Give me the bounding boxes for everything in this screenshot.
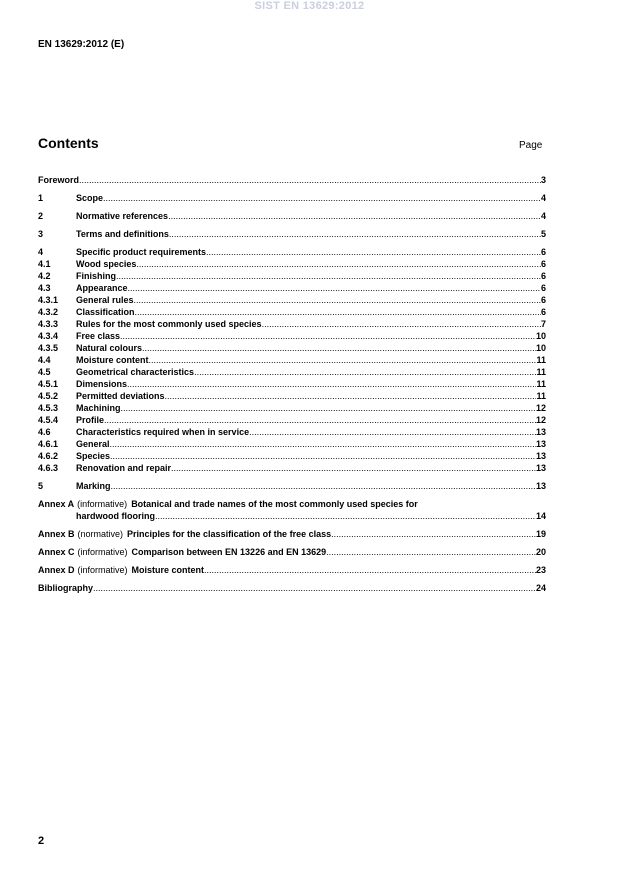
toc-title: Appearance — [76, 283, 128, 293]
toc-page: 12 — [535, 403, 546, 413]
dot-leader — [136, 258, 541, 270]
toc-title-continued: hardwood flooring — [76, 511, 155, 521]
toc-title: Marking — [76, 481, 111, 491]
toc-entry-4-2[interactable] — [38, 270, 546, 282]
dot-leader — [79, 174, 541, 186]
toc-page: 13 — [535, 451, 546, 461]
toc-entry-4-5[interactable] — [38, 366, 546, 378]
dot-leader — [204, 564, 536, 576]
annex-label: Annex B — [38, 529, 75, 539]
toc-entry-4-6-1[interactable] — [38, 438, 546, 450]
contents-heading: Contents — [38, 135, 99, 151]
toc-title: Permitted deviations — [76, 391, 165, 401]
toc-page: 6 — [540, 271, 546, 281]
toc-entry-3[interactable] — [38, 228, 546, 240]
dot-leader — [128, 282, 541, 294]
dot-leader — [120, 330, 536, 342]
toc-entry-annex-b[interactable] — [38, 528, 546, 540]
toc-title: Renovation and repair — [76, 463, 172, 473]
toc-page: 20 — [535, 547, 546, 557]
toc-number: 3 — [38, 229, 44, 239]
toc-entry-annex-a-continued[interactable] — [38, 510, 546, 522]
dot-leader — [149, 354, 537, 366]
toc-entry-bibliography[interactable] — [38, 582, 546, 594]
toc-title: Scope — [76, 193, 104, 203]
toc-title: General — [76, 439, 110, 449]
toc-number: 4.2 — [38, 271, 51, 281]
toc-number: 2 — [38, 211, 44, 221]
toc-page: 13 — [535, 427, 546, 437]
annex-type: (informative) — [77, 499, 128, 509]
toc-title: Natural colours — [76, 343, 143, 353]
dot-leader — [168, 210, 541, 222]
dot-leader — [104, 414, 536, 426]
toc-page: 7 — [540, 319, 546, 329]
dot-leader — [326, 546, 536, 558]
dot-leader — [206, 246, 541, 258]
toc-entry-annex-d[interactable] — [38, 564, 546, 576]
dot-leader — [155, 510, 536, 522]
toc-title: Geometrical characteristics — [76, 367, 195, 377]
toc-title: Machining — [76, 403, 121, 413]
toc-title: Botanical and trade names of the most commonly used species for — [131, 499, 418, 509]
toc-number: 4.6.2 — [38, 451, 59, 461]
toc-page: 6 — [540, 295, 546, 305]
toc-entry-4[interactable] — [38, 246, 546, 258]
toc-entry-4-5-1[interactable] — [38, 378, 546, 390]
toc-page: 13 — [535, 481, 546, 491]
toc-entry-2[interactable] — [38, 210, 546, 222]
toc-title: Classification — [76, 307, 135, 317]
dot-leader — [134, 294, 541, 306]
annex-label: Annex C — [38, 547, 75, 557]
toc-number: 4.5.3 — [38, 403, 59, 413]
toc-page: 14 — [535, 511, 546, 521]
toc-page: 10 — [535, 343, 546, 353]
toc-number: 5 — [38, 481, 44, 491]
toc-number: 4.5.4 — [38, 415, 59, 425]
toc-number: 4.1 — [38, 259, 51, 269]
toc-title: Bibliography — [38, 583, 94, 593]
toc-entry-4-1[interactable] — [38, 258, 546, 270]
toc-entry-4-3-1[interactable] — [38, 294, 546, 306]
toc-page: 3 — [540, 175, 546, 185]
toc-entry-5[interactable] — [38, 480, 546, 492]
toc-number: 4.6 — [38, 427, 51, 437]
dot-leader — [169, 228, 541, 240]
toc-entry-4-3-4[interactable] — [38, 330, 546, 342]
toc-title: Principles for the classification of the free class — [127, 529, 332, 539]
toc-number: 4.5 — [38, 367, 51, 377]
dot-leader — [111, 480, 536, 492]
annex-type: (informative) — [77, 565, 128, 575]
watermark: SIST EN 13629:2012 — [254, 0, 365, 12]
toc-number: 4.6.1 — [38, 439, 59, 449]
toc-page: 24 — [535, 583, 546, 593]
toc-number: 4.3.3 — [38, 319, 59, 329]
toc-entry-annex-a[interactable] — [38, 498, 546, 510]
dot-leader — [194, 366, 536, 378]
dot-leader — [135, 306, 541, 318]
toc-title: Terms and definitions — [76, 229, 169, 239]
toc-title: Normative references — [76, 211, 169, 221]
toc-page: 12 — [535, 415, 546, 425]
toc-entry-4-3-5[interactable] — [38, 342, 546, 354]
toc-page: 11 — [536, 379, 546, 389]
dot-leader — [127, 378, 536, 390]
dot-leader — [249, 426, 536, 438]
toc-number: 4.5.2 — [38, 391, 59, 401]
toc-page: 19 — [535, 529, 546, 539]
toc-number: 4 — [38, 247, 44, 257]
dot-leader — [262, 318, 541, 330]
dot-leader — [165, 390, 537, 402]
toc-number: 4.3 — [38, 283, 51, 293]
toc-page: 13 — [535, 463, 546, 473]
toc-title: Characteristics required when in service — [76, 427, 250, 437]
dot-leader — [331, 528, 536, 540]
dot-leader — [103, 192, 541, 204]
annex-type: (normative) — [77, 529, 124, 539]
toc-title: Free class — [76, 331, 121, 341]
toc-page: 6 — [540, 259, 546, 269]
toc-page: 11 — [536, 391, 546, 401]
dot-leader — [116, 270, 541, 282]
toc-entry-4-6-3[interactable] — [38, 462, 546, 474]
dot-leader — [121, 402, 536, 414]
toc-page: 6 — [540, 247, 546, 257]
toc-number: 4.3.4 — [38, 331, 59, 341]
toc-number: 4.6.3 — [38, 463, 59, 473]
toc-entry-annex-c[interactable] — [38, 546, 546, 558]
annex-label: Annex A — [38, 499, 75, 509]
toc-title: Finishing — [76, 271, 116, 281]
toc-entry-1[interactable] — [38, 192, 546, 204]
toc-page: 11 — [536, 367, 546, 377]
toc-title: Species — [76, 451, 111, 461]
toc-entry-4-5-3[interactable] — [38, 402, 546, 414]
toc-entry-4-5-4[interactable] — [38, 414, 546, 426]
toc-page: 4 — [540, 211, 546, 221]
toc-entry-foreword[interactable] — [38, 174, 546, 186]
page-column-label: Page — [519, 140, 543, 151]
toc-title: Profile — [76, 415, 105, 425]
toc-entry-4-3-3[interactable] — [38, 318, 546, 330]
toc-number: 1 — [38, 193, 44, 203]
toc-page: 23 — [535, 565, 546, 575]
toc-entry-4-6-2[interactable] — [38, 450, 546, 462]
dot-leader — [171, 462, 536, 474]
toc-entry-4-6[interactable] — [38, 426, 546, 438]
table-of-contents — [38, 174, 546, 594]
annex-type: (informative) — [77, 547, 128, 557]
toc-entry-4-3[interactable] — [38, 282, 546, 294]
page-number: 2 — [38, 835, 45, 847]
toc-title: General rules — [76, 295, 134, 305]
toc-title: Rules for the most commonly used species — [76, 319, 262, 329]
toc-page: 6 — [540, 307, 546, 317]
toc-title: Specific product requirements — [76, 247, 207, 257]
toc-title: Wood species — [76, 259, 137, 269]
toc-number: 4.3.5 — [38, 343, 59, 353]
dot-leader — [110, 438, 536, 450]
toc-page: 11 — [536, 355, 546, 365]
dot-leader — [110, 450, 536, 462]
toc-entry-4-4[interactable] — [38, 354, 546, 366]
toc-number: 4.4 — [38, 355, 51, 365]
toc-number: 4.3.1 — [38, 295, 59, 305]
toc-number: 4.5.1 — [38, 379, 59, 389]
toc-title: Dimensions — [76, 379, 128, 389]
toc-page: 6 — [540, 283, 546, 293]
toc-page: 5 — [540, 229, 546, 239]
toc-entry-4-5-2[interactable] — [38, 390, 546, 402]
toc-entry-4-3-2[interactable] — [38, 306, 546, 318]
toc-title: Moisture content — [76, 355, 149, 365]
toc-title: Foreword — [38, 175, 80, 185]
document-id: EN 13629:2012 (E) — [38, 39, 125, 50]
dot-leader — [142, 342, 536, 354]
dot-leader — [93, 582, 536, 594]
toc-page: 13 — [535, 439, 546, 449]
annex-label: Annex D — [38, 565, 75, 575]
toc-page: 4 — [540, 193, 546, 203]
toc-title: Comparison between EN 13226 and EN 13629 — [131, 547, 327, 557]
toc-number: 4.3.2 — [38, 307, 59, 317]
toc-page: 10 — [535, 331, 546, 341]
toc-title: Moisture content — [131, 565, 205, 575]
